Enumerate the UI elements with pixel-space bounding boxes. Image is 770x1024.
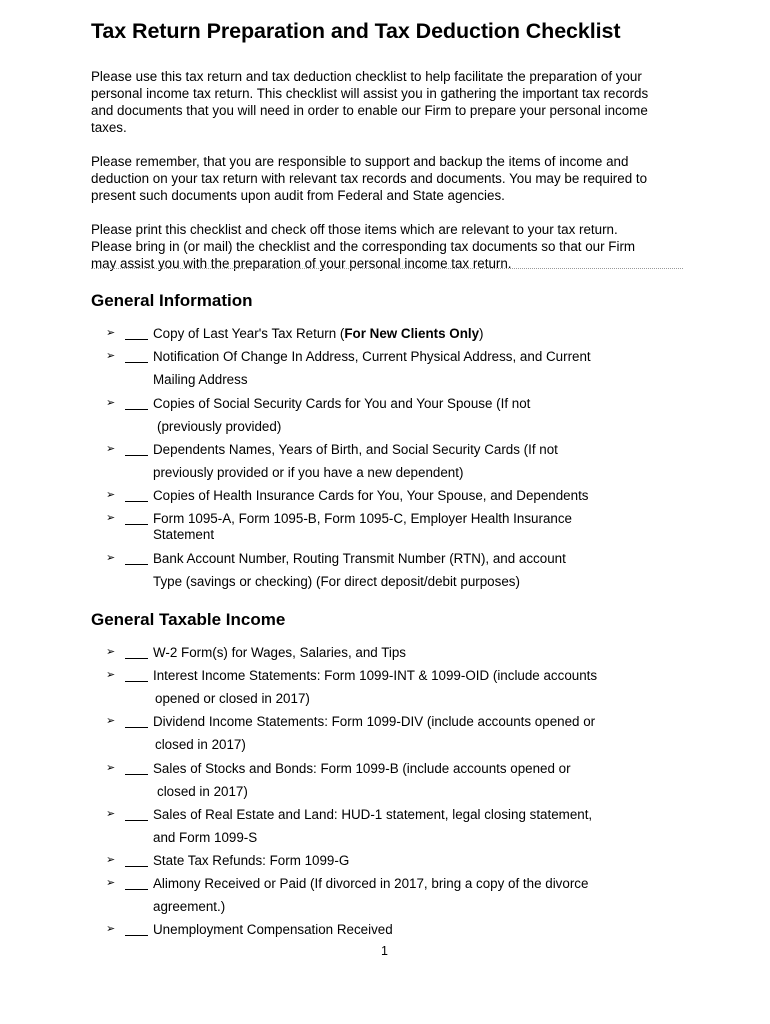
arrow-bullet-icon: ➢	[106, 923, 116, 935]
intro-paragraph-3	[91, 221, 691, 272]
dotted-divider	[91, 268, 683, 269]
arrow-bullet-icon: ➢	[106, 552, 116, 564]
item-text-continued: (previously provided)	[157, 419, 282, 434]
item-text-continued: Statement	[153, 527, 215, 542]
arrow-bullet-icon: ➢	[106, 489, 116, 501]
item-text: Copy of Last Year's Tax Return (	[153, 326, 345, 341]
item-text-bold: For New Clients Only	[344, 326, 480, 341]
intro-line: taxes.	[91, 120, 127, 135]
section-heading-general-taxable-income: General Taxable Income	[91, 610, 286, 629]
checkbox-blank[interactable]	[125, 443, 148, 456]
intro-line: may assist you with the preparation of your personal income tax return.	[91, 256, 512, 271]
item-text: Form 1095-A, Form 1095-B, Form 1095-C, Employer Health Insurance	[153, 511, 572, 526]
item-text-continued: Type (savings or checking) (For direct deposit/debit purposes)	[153, 574, 520, 589]
intro-line: and documents that you will need in order to enable our Firm to prepare your personal income	[91, 103, 648, 118]
item-text: W-2 Form(s) for Wages, Salaries, and Tips	[153, 645, 407, 660]
arrow-bullet-icon: ➢	[106, 327, 116, 339]
arrow-bullet-icon: ➢	[106, 808, 116, 820]
item-text: Sales of Stocks and Bonds: Form 1099-B (include accounts opened or	[153, 761, 571, 776]
item-text-continued: previously provided or if you have a new dependent)	[153, 465, 464, 480]
intro-line: Please bring in (or mail) the checklist and the corresponding tax documents so that our Firm	[91, 239, 636, 254]
intro-line: personal income tax return. This checklist will assist you in gathering the important tax records	[91, 86, 649, 101]
item-text: Dividend Income Statements: Form 1099-DIV (include accounts opened or	[153, 714, 596, 729]
item-text: Dependents Names, Years of Birth, and Social Security Cards (If not	[153, 442, 558, 457]
checkbox-blank[interactable]	[125, 669, 148, 682]
checkbox-blank[interactable]	[125, 715, 148, 728]
item-text: Alimony Received or Paid (If divorced in 2017, bring a copy of the divorce	[153, 876, 589, 891]
checkbox-blank[interactable]	[125, 327, 148, 340]
checkbox-blank[interactable]	[125, 512, 148, 525]
item-text: Copies of Social Security Cards for You and Your Spouse (If not	[153, 396, 531, 411]
checkbox-blank[interactable]	[125, 808, 148, 821]
item-text-continued: opened or closed in 2017)	[155, 691, 310, 706]
intro-line: Please use this tax return and tax deduction checklist to help facilitate the preparation of your	[91, 69, 642, 84]
intro-line: present such documents upon audit from Federal and State agencies.	[91, 188, 505, 203]
item-text: Bank Account Number, Routing Transmit Number (RTN), and account	[153, 551, 566, 566]
item-text: Sales of Real Estate and Land: HUD-1 statement, legal closing statement,	[153, 807, 593, 822]
page-number: 1	[381, 944, 388, 958]
intro-line: deduction on your tax return with relevant tax records and documents. You may be required to	[91, 171, 648, 186]
item-text: Copies of Health Insurance Cards for You, Your Spouse, and Dependents	[153, 488, 589, 503]
arrow-bullet-icon: ➢	[106, 646, 116, 658]
arrow-bullet-icon: ➢	[106, 350, 116, 362]
checkbox-blank[interactable]	[125, 350, 148, 363]
checkbox-blank[interactable]	[125, 854, 148, 867]
intro-line: Please print this checklist and check off those items which are relevant to your tax return.	[91, 222, 618, 237]
checkbox-blank[interactable]	[125, 877, 148, 890]
checkbox-blank[interactable]	[125, 923, 148, 936]
arrow-bullet-icon: ➢	[106, 877, 116, 889]
arrow-bullet-icon: ➢	[106, 397, 116, 409]
intro-paragraph-2	[91, 153, 691, 204]
checkbox-blank[interactable]	[125, 646, 148, 659]
item-text-continued: Mailing Address	[153, 372, 248, 387]
arrow-bullet-icon: ➢	[106, 669, 116, 681]
arrow-bullet-icon: ➢	[106, 512, 116, 524]
item-text: State Tax Refunds: Form 1099-G	[153, 853, 350, 868]
arrow-bullet-icon: ➢	[106, 443, 116, 455]
arrow-bullet-icon: ➢	[106, 762, 116, 774]
item-text-continued: agreement.)	[153, 899, 226, 914]
checkbox-blank[interactable]	[125, 489, 148, 502]
intro-paragraph-1	[91, 68, 691, 136]
item-text: Notification Of Change In Address, Current Physical Address, and Current	[153, 349, 591, 364]
item-text: )	[479, 326, 484, 341]
item-text: Interest Income Statements: Form 1099-INT & 1099-OID (include accounts	[153, 668, 598, 683]
item-text-continued: closed in 2017)	[157, 784, 248, 799]
checkbox-blank[interactable]	[125, 552, 148, 565]
item-text-continued: and Form 1099-S	[153, 830, 258, 845]
intro-line: Please remember, that you are responsible to support and backup the items of income and	[91, 154, 629, 169]
checkbox-blank[interactable]	[125, 397, 148, 410]
arrow-bullet-icon: ➢	[106, 715, 116, 727]
item-text-continued: closed in 2017)	[155, 737, 246, 752]
item-text: Unemployment Compensation Received	[153, 922, 393, 937]
checkbox-blank[interactable]	[125, 762, 148, 775]
page-title: Tax Return Preparation and Tax Deduction Checklist	[91, 19, 621, 43]
arrow-bullet-icon: ➢	[106, 854, 116, 866]
section-heading-general-information: General Information	[91, 291, 253, 310]
